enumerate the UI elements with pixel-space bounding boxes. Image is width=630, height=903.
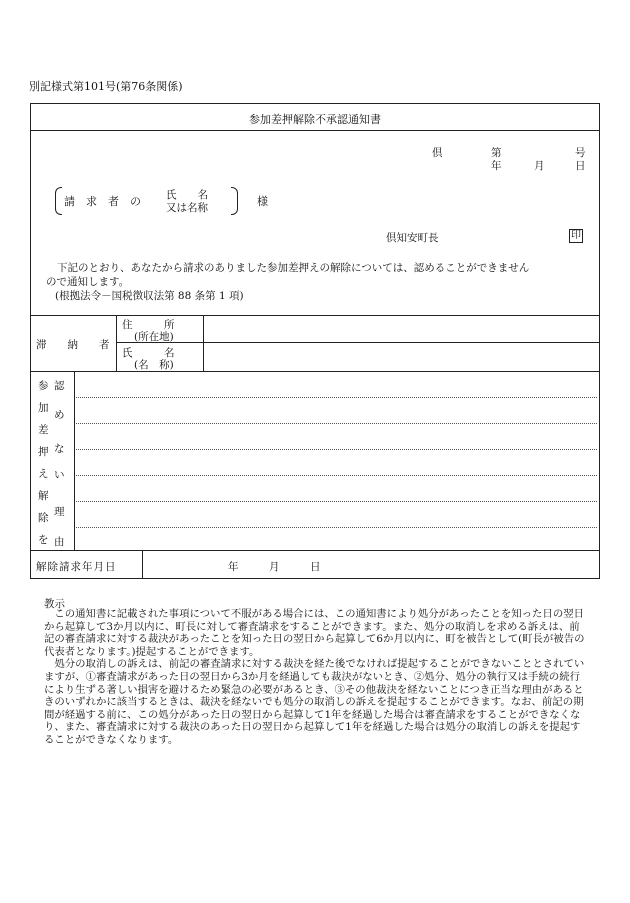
date-month: 月 [534, 160, 545, 172]
reason-inner-char-4: い [54, 469, 65, 481]
delinquent-sub-divider [203, 315, 204, 371]
reason-dotted-line [76, 501, 597, 502]
number-prefix: 倶 [432, 147, 443, 159]
address-sub-label: (所在地) [134, 331, 174, 343]
addressee-name-bottom: 又は名称 [166, 202, 208, 214]
notes-heading: 教示 [44, 598, 65, 610]
reason-outer-char-7: 除 [38, 512, 49, 524]
reason-outer-char-8: を [38, 534, 49, 546]
body-line-1: 下記のとおり、あなたから請求のありました参加差押えの解除については、認めることができません [57, 262, 530, 274]
seal-mark: 印 [571, 230, 581, 241]
request-date-day: 日 [310, 561, 321, 573]
reason-outer-char-4: 押 [38, 446, 49, 458]
number-go: 号 [575, 147, 586, 159]
form-label: 別記様式第101号(第76条関係) [29, 80, 183, 93]
delinquent-label: 滞 納 者 [36, 339, 110, 351]
reason-outer-char-3: 差 [38, 424, 49, 436]
reason-dotted-line [76, 449, 597, 450]
body-line-3: (根拠法令－国税徴収法第 88 条第 1 項) [55, 290, 244, 302]
title-divider [31, 130, 599, 131]
document-title: 参加差押解除不承認通知書 [249, 113, 381, 126]
reason-inner-char-5: 理 [54, 506, 65, 518]
reason-inner-char-2: め [54, 409, 65, 421]
reason-dotted-line [76, 397, 597, 398]
number-dai: 第 [491, 147, 502, 159]
reason-inner-char-1: 認 [54, 380, 65, 392]
notes-paragraph-2: 処分の取消しの訴えは、前記の審査請求に対する裁決を経た後でなければ提起することができないこととされていますが、①審査請求があった日の翌日から3か月を経過しても裁決がないとき、②処分、処分の執行又は手続の続行により生ずる著しい損害を避けるため緊急の必要があるとき、③その他裁決を経ないことにつき正当な理由があるときのいずれかに該当するときは、裁決を経ないでも処分の取消しの訴えを提起することができます。なお、前記の期間が経過する前に、この処分があった日の翌日から起算して1年を経過した場合は審査請求をすることができなくなり、また、審査請求に対する裁決のあった日の翌日から起算して1年を経過した場合は処分の取消しの訴えを提起することができなくなります。 [44, 658, 585, 746]
addressee-honorific: 様 [257, 195, 268, 208]
name-sub-label: (名 称) [134, 359, 174, 371]
reason-outer-char-2: 加 [38, 402, 49, 414]
request-date-month: 月 [269, 561, 280, 573]
body-line-2: ので通知します。 [46, 276, 130, 288]
delinquent-mid-divider [116, 342, 599, 343]
notes-body [44, 608, 590, 747]
notice-form [30, 103, 600, 579]
reason-outer-char-6: 解 [38, 490, 49, 502]
reason-dotted-line [76, 475, 597, 476]
reason-inner-char-6: 由 [54, 536, 65, 548]
issuer-name: 倶知安町長 [386, 232, 439, 244]
address-label: 住 所 [122, 319, 175, 331]
name-label: 氏 名 [122, 347, 175, 359]
reason-top-divider [31, 371, 599, 372]
addressee-bracket-left [55, 187, 62, 215]
reason-dotted-line [76, 423, 597, 424]
reason-label-divider [74, 371, 75, 550]
request-date-label: 解除請求年月日 [36, 561, 117, 573]
reason-outer-char-1: 参 [38, 380, 49, 392]
reason-outer-char-5: え [38, 468, 49, 480]
date-day: 日 [575, 160, 586, 172]
addressee-label: 請 求 者 の [64, 195, 141, 208]
reason-dotted-line [76, 527, 597, 528]
addressee-bracket-right [231, 187, 238, 215]
delinquent-label-divider [116, 315, 117, 371]
request-date-year: 年 [228, 561, 239, 573]
notes-paragraph-1: この通知書に記載された事項について不服がある場合には、この通知書により処分があったことを知った日の翌日から起算して3か月以内に、町長に対して審査請求をすることができます。また、処分の取消しを求める訴えは、前記の審査請求に対する裁決があったことを知った日の翌日から起算して6か月以内に、町を被告として(町長が被告の代表者となります。)提起することができます。 [44, 608, 585, 658]
request-date-label-divider [142, 550, 143, 578]
request-date-divider [31, 550, 599, 551]
date-year: 年 [491, 160, 502, 172]
reason-inner-char-3: な [54, 443, 65, 455]
addressee-name-top: 氏 名 [166, 189, 208, 201]
